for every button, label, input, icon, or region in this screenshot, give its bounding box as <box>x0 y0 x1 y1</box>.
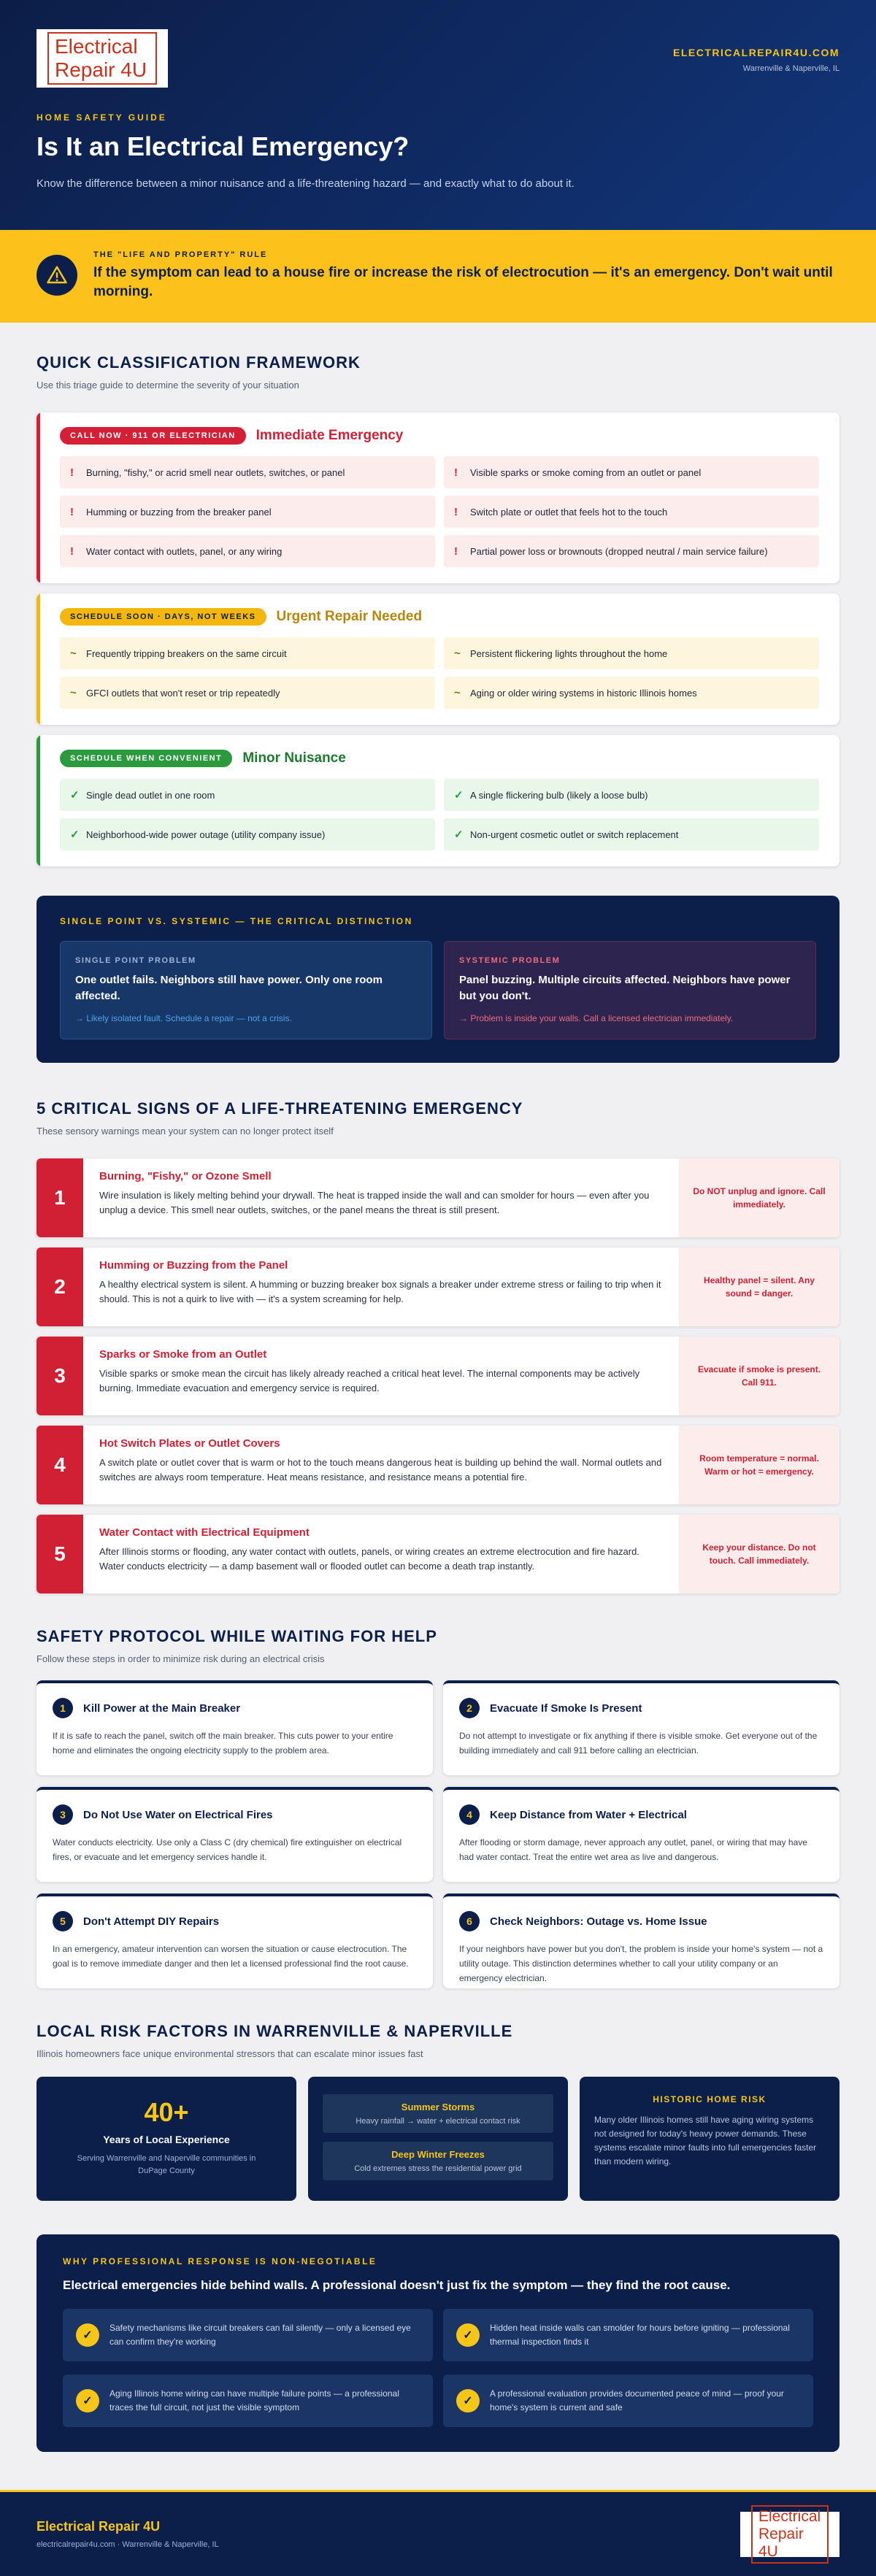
systemic-panel <box>36 896 840 1063</box>
severity-name: Immediate Emergency <box>256 428 404 443</box>
experience-number: 40+ <box>144 2097 189 2127</box>
classification-item <box>60 637 435 669</box>
classification-item-text: A single flickering bulb (likely a loose bulb) <box>470 789 648 801</box>
page-title: Is It an Electrical Emergency? <box>36 131 410 161</box>
why-section <box>0 2234 876 2452</box>
sign-desc: A switch plate or outlet cover that is warm or hot to the touch means dangerous heat is building up behind the wall. Normal outlets and switches are always room temperature. Heat means resistance, and resistance means a potential fire. <box>99 1457 662 1483</box>
classification-card <box>36 412 840 583</box>
brand-logo[interactable] <box>36 29 168 88</box>
step-number: 6 <box>459 1911 480 1931</box>
classification-item <box>60 779 435 811</box>
protocol-step-header <box>53 1804 417 1825</box>
section-subtitle: Illinois homeowners face unique environmental stressors that can escalate minor issues fast <box>36 2048 423 2059</box>
rule-message: If the symptom can lead to a house fire or increase the risk of electrocution — it's an emergency. Don't wait until morning. <box>93 265 833 299</box>
sign-number: 5 <box>36 1515 83 1593</box>
weather-title: Deep Winter Freezes <box>391 2149 485 2160</box>
historic-card <box>580 2077 840 2201</box>
sign-number: 4 <box>36 1426 83 1504</box>
why-item-text: Aging Illinois home wiring can have multiple failure points — a professional traces the full circuit, not just the visible symptom <box>110 2388 399 2412</box>
classification-item <box>444 535 819 567</box>
protocol-step <box>36 1680 433 1775</box>
systemic-problem-card <box>444 941 816 1039</box>
historic-desc: Many older Illinois homes still have aging wiring systems not designed for today's heavy power demands. These systems escalate minor faults into full emergencies faster than modern wiring. <box>594 2115 817 2166</box>
rule-banner <box>0 230 876 323</box>
sign-card <box>36 1337 840 1415</box>
sign-title: Sparks or Smoke from an Outlet <box>99 1348 267 1361</box>
classification-item <box>444 818 819 850</box>
step-title: Do Not Use Water on Electrical Fires <box>83 1808 273 1821</box>
protocol-step <box>443 1893 840 1988</box>
logo-line2: Repair 4U <box>758 2525 804 2560</box>
single-point-note: → Likely isolated fault. Schedule a repair — not a crisis. <box>75 1013 292 1023</box>
classification-item <box>60 535 435 567</box>
classification-card <box>36 735 840 866</box>
classification-item-text: Switch plate or outlet that feels hot to the touch <box>470 506 668 518</box>
classification-header <box>60 750 819 767</box>
check-icon: ✓ <box>456 2389 480 2412</box>
sign-desc: Visible sparks or smoke mean the circuit has likely already reached a critical heat level. The internal components may be actively burning. Immediate evacuation and emergency service is required. <box>99 1368 640 1393</box>
alert-icon: ! <box>70 545 74 558</box>
classification-item-text: GFCI outlets that won't reset or trip repeatedly <box>86 687 280 699</box>
alert-icon: ! <box>454 545 458 558</box>
sign-alert: Do NOT unplug and ignore. Call immediately. <box>679 1158 840 1237</box>
step-title: Don't Attempt DIY Repairs <box>83 1915 220 1928</box>
severity-pill: CALL NOW · 911 OR ELECTRICIAN <box>60 427 246 445</box>
systemic-title: SINGLE POINT VS. SYSTEMIC — THE CRITICAL DISTINCTION <box>60 916 413 926</box>
tilde-icon: ~ <box>70 686 77 699</box>
classification-item-text: Visible sparks or smoke coming from an outlet or panel <box>470 466 702 478</box>
section-title: LOCAL RISK FACTORS IN WARRENVILLE & NAPERVILLE <box>36 2022 513 2040</box>
step-desc: Do not attempt to investigate or fix anything if there is visible smoke. Get everyone out of the building immediately and call 911 before calling an electrician. <box>459 1731 818 1756</box>
sign-title: Water Contact with Electrical Equipment <box>99 1526 310 1539</box>
step-number: 4 <box>459 1804 480 1825</box>
sign-card <box>36 1158 840 1237</box>
sign-body <box>83 1247 679 1326</box>
weather-item <box>323 2142 553 2180</box>
page-subtitle: Know the difference between a minor nuisance and a life-threatening hazard — and exactly what to do about it. <box>36 177 575 190</box>
classification-item-text: Burning, "fishy," or acrid smell near outlets, switches, or panel <box>86 466 345 478</box>
classification-item-text: Aging or older wiring systems in historic Illinois homes <box>470 687 697 699</box>
systemic-problem-heading: Panel buzzing. Multiple circuits affected. Neighbors have power but you don't. <box>459 974 791 1002</box>
classification-item-text: Humming or buzzing from the breaker panel <box>86 506 272 518</box>
protocol-step-header <box>53 1911 417 1931</box>
why-item-text: A professional evaluation provides documented peace of mind — proof your home's system is current and safe <box>490 2388 784 2412</box>
classification-section <box>0 323 876 866</box>
why-panel <box>36 2234 840 2452</box>
sign-number: 1 <box>36 1158 83 1237</box>
protocol-step <box>36 1787 433 1882</box>
sign-number: 3 <box>36 1337 83 1415</box>
classification-item <box>60 818 435 850</box>
page-header <box>0 0 876 230</box>
alert-icon: ! <box>454 505 458 518</box>
sign-body <box>83 1158 679 1237</box>
check-icon: ✓ <box>70 828 80 841</box>
sign-card <box>36 1515 840 1593</box>
sign-card <box>36 1426 840 1504</box>
historic-title: HISTORIC HOME RISK <box>653 2094 766 2104</box>
step-title: Keep Distance from Water + Electrical <box>490 1808 687 1821</box>
section-subtitle: These sensory warnings mean your system can no longer protect itself <box>36 1126 334 1137</box>
why-item <box>63 2375 433 2427</box>
check-icon: ✓ <box>76 2389 99 2412</box>
step-title: Kill Power at the Main Breaker <box>83 1702 241 1715</box>
weather-desc: Heavy rainfall → water + electrical contact risk <box>356 2117 520 2126</box>
section-title: 5 CRITICAL SIGNS OF A LIFE-THREATENING EMERGENCY <box>36 1099 523 1118</box>
severity-name: Urgent Repair Needed <box>276 609 423 624</box>
sign-alert: Keep your distance. Do not touch. Call immediately. <box>679 1515 840 1593</box>
sign-desc: A healthy electrical system is silent. A humming or buzzing breaker box signals a breaker under extreme stress or failing to trip when it should. This is not a quirk to live with — it's a system screaming for help. <box>99 1279 661 1304</box>
classification-item <box>444 496 819 528</box>
step-title: Evacuate If Smoke Is Present <box>490 1702 642 1715</box>
classification-item <box>444 677 819 709</box>
classification-item-text: Non-urgent cosmetic outlet or switch replacement <box>470 828 679 840</box>
classification-item <box>444 779 819 811</box>
step-desc: After flooding or storm damage, never approach any outlet, panel, or wiring that may have had water contact. Treat the entire wet area as live and dangerous. <box>459 1837 807 1862</box>
site-location: Warrenville & Naperville, IL <box>742 64 840 73</box>
footer-sub: electricalrepair4u.com · Warrenville & Naperville, IL <box>36 2540 219 2549</box>
protocol-step-header <box>459 1698 823 1718</box>
classification-grid <box>60 779 819 850</box>
sign-alert: Healthy panel = silent. Any sound = danger. <box>679 1247 840 1326</box>
severity-name: Minor Nuisance <box>242 750 346 766</box>
weather-card <box>308 2077 568 2201</box>
severity-pill: SCHEDULE SOON · DAYS, NOT WEEKS <box>60 608 266 626</box>
protocol-step <box>443 1680 840 1775</box>
section-title: SAFETY PROTOCOL WHILE WAITING FOR HELP <box>36 1627 437 1645</box>
single-point-card <box>60 941 432 1039</box>
classification-item <box>444 456 819 488</box>
why-item-text: Hidden heat inside walls can smolder for hours before igniting — professional thermal inspection finds it <box>490 2323 790 2347</box>
step-desc: In an emergency, amateur intervention can worsen the situation or cause electrocution. The goal is to remove immediate danger and then let a licensed professional find the root cause. <box>53 1944 409 1969</box>
step-desc: Water conducts electricity. Use only a Class C (dry chemical) fire extinguisher on electrical fires, or evacuate and let emergency services handle it. <box>53 1837 402 1862</box>
weather-title: Summer Storms <box>401 2102 475 2112</box>
why-title: WHY PROFESSIONAL RESPONSE IS NON-NEGOTIABLE <box>63 2256 377 2267</box>
sign-body <box>83 1426 679 1504</box>
tilde-icon: ~ <box>454 686 461 699</box>
classification-item <box>60 677 435 709</box>
section-subtitle: Use this triage guide to determine the severity of your situation <box>36 380 299 391</box>
check-icon: ✓ <box>456 2323 480 2347</box>
protocol-step-header <box>53 1698 417 1718</box>
alert-icon: ! <box>454 466 458 479</box>
step-desc: If it is safe to reach the panel, switch off the main breaker. This cuts power to your entire home and eliminates the ongoing electricity supply to the problem area. <box>53 1731 393 1756</box>
classification-item <box>60 456 435 488</box>
site-info <box>673 47 840 73</box>
site-url-link[interactable]: ELECTRICALREPAIR4U.COM <box>673 47 840 58</box>
systemic-problem-note: → Problem is inside your walls. Call a licensed electrician immediately. <box>459 1013 734 1023</box>
warning-icon <box>36 255 77 296</box>
footer-brand: Electrical Repair 4U <box>36 2519 161 2534</box>
experience-label: Years of Local Experience <box>103 2134 230 2145</box>
classification-item-text: Partial power loss or brownouts (dropped neutral / main service failure) <box>470 545 768 557</box>
risk-section <box>0 2022 876 2201</box>
sign-title: Hot Switch Plates or Outlet Covers <box>99 1437 280 1450</box>
classification-item-text: Water contact with outlets, panel, or any wiring <box>86 545 283 557</box>
step-number: 1 <box>53 1698 73 1718</box>
step-number: 2 <box>459 1698 480 1718</box>
why-item <box>443 2375 813 2427</box>
sign-number: 2 <box>36 1247 83 1326</box>
weather-item <box>323 2094 553 2133</box>
footer-logo[interactable] <box>740 2507 840 2560</box>
severity-pill: SCHEDULE WHEN CONVENIENT <box>60 750 232 767</box>
classification-item-text: Single dead outlet in one room <box>86 789 215 801</box>
sign-body <box>83 1337 679 1415</box>
check-icon: ✓ <box>454 828 464 841</box>
systemic-section <box>0 896 876 1063</box>
check-icon: ✓ <box>454 789 464 801</box>
sign-desc: Wire insulation is likely melting behind your drywall. The heat is trapped inside the wall and can smolder for hours — even after you unplug a device. This smell near outlets, switches, or the panel means the threat is still present. <box>99 1190 650 1215</box>
protocol-step-header <box>459 1804 823 1825</box>
tilde-icon: ~ <box>454 647 461 660</box>
step-desc: If your neighbors have power but you don't, the problem is inside your home's system — not a utility outage. This distinction determines whether to call your utility company or an emergency electrician. <box>459 1944 823 1983</box>
why-item <box>443 2309 813 2361</box>
logo-line1: Electrical <box>55 35 138 58</box>
alert-icon: ! <box>70 466 74 479</box>
sign-title: Burning, "Fishy," or Ozone Smell <box>99 1170 272 1183</box>
page-footer <box>0 2490 876 2576</box>
experience-card <box>36 2077 296 2201</box>
logo-line2: Repair 4U <box>55 58 147 81</box>
section-subtitle: Follow these steps in order to minimize risk during an electrical crisis <box>36 1653 325 1664</box>
step-number: 5 <box>53 1911 73 1931</box>
protocol-step <box>443 1787 840 1882</box>
sign-alert: Evacuate if smoke is present. Call 911. <box>679 1337 840 1415</box>
sign-title: Humming or Buzzing from the Panel <box>99 1259 288 1272</box>
alert-icon: ! <box>70 505 74 518</box>
experience-desc: Serving Warrenville and Naperville communities in DuPage County <box>77 2154 256 2175</box>
signs-section <box>0 1099 876 1593</box>
why-item-text: Safety mechanisms like circuit breakers can fail silently — only a licensed eye can confirm they're working <box>110 2323 411 2347</box>
classification-item-text: Persistent flickering lights throughout the home <box>470 647 668 659</box>
protocol-section <box>0 1627 876 1988</box>
eyebrow: HOME SAFETY GUIDE <box>36 112 167 123</box>
step-number: 3 <box>53 1804 73 1825</box>
classification-item <box>444 637 819 669</box>
check-icon: ✓ <box>70 789 80 801</box>
section-title: QUICK CLASSIFICATION FRAMEWORK <box>36 353 361 372</box>
logo-line1: Electrical <box>758 2507 821 2525</box>
why-item <box>63 2309 433 2361</box>
classification-card <box>36 593 840 725</box>
classification-header <box>60 608 819 626</box>
rule-label: THE "LIFE AND PROPERTY" RULE <box>93 250 268 259</box>
sign-body <box>83 1515 679 1593</box>
protocol-step <box>36 1893 433 1988</box>
why-heading: Electrical emergencies hide behind walls. A professional doesn't just fix the symptom — they find the root cause. <box>63 2278 731 2292</box>
sign-card <box>36 1247 840 1326</box>
check-icon: ✓ <box>76 2323 99 2347</box>
classification-item-text: Neighborhood-wide power outage (utility company issue) <box>86 828 326 840</box>
protocol-step-header <box>459 1911 823 1931</box>
classification-header <box>60 427 819 445</box>
classification-grid <box>60 637 819 709</box>
classification-grid <box>60 456 819 567</box>
weather-desc: Cold extremes stress the residential power grid <box>354 2164 522 2173</box>
systemic-problem-label: SYSTEMIC PROBLEM <box>459 956 561 965</box>
single-point-heading: One outlet fails. Neighbors still have power. Only one room affected. <box>75 974 383 1002</box>
classification-item-text: Frequently tripping breakers on the same circuit <box>86 647 287 659</box>
sign-alert: Room temperature = normal. Warm or hot = emergency. <box>679 1426 840 1504</box>
sign-desc: After Illinois storms or flooding, any water contact with outlets, panels, or wiring creates an extreme electrocution and fire hazard. Water conducts electricity — a damp basement wall or flooded outlet can become a death trap instantly. <box>99 1546 639 1572</box>
tilde-icon: ~ <box>70 647 77 660</box>
classification-item <box>60 496 435 528</box>
single-point-label: SINGLE POINT PROBLEM <box>75 956 196 965</box>
step-title: Check Neighbors: Outage vs. Home Issue <box>490 1915 707 1928</box>
